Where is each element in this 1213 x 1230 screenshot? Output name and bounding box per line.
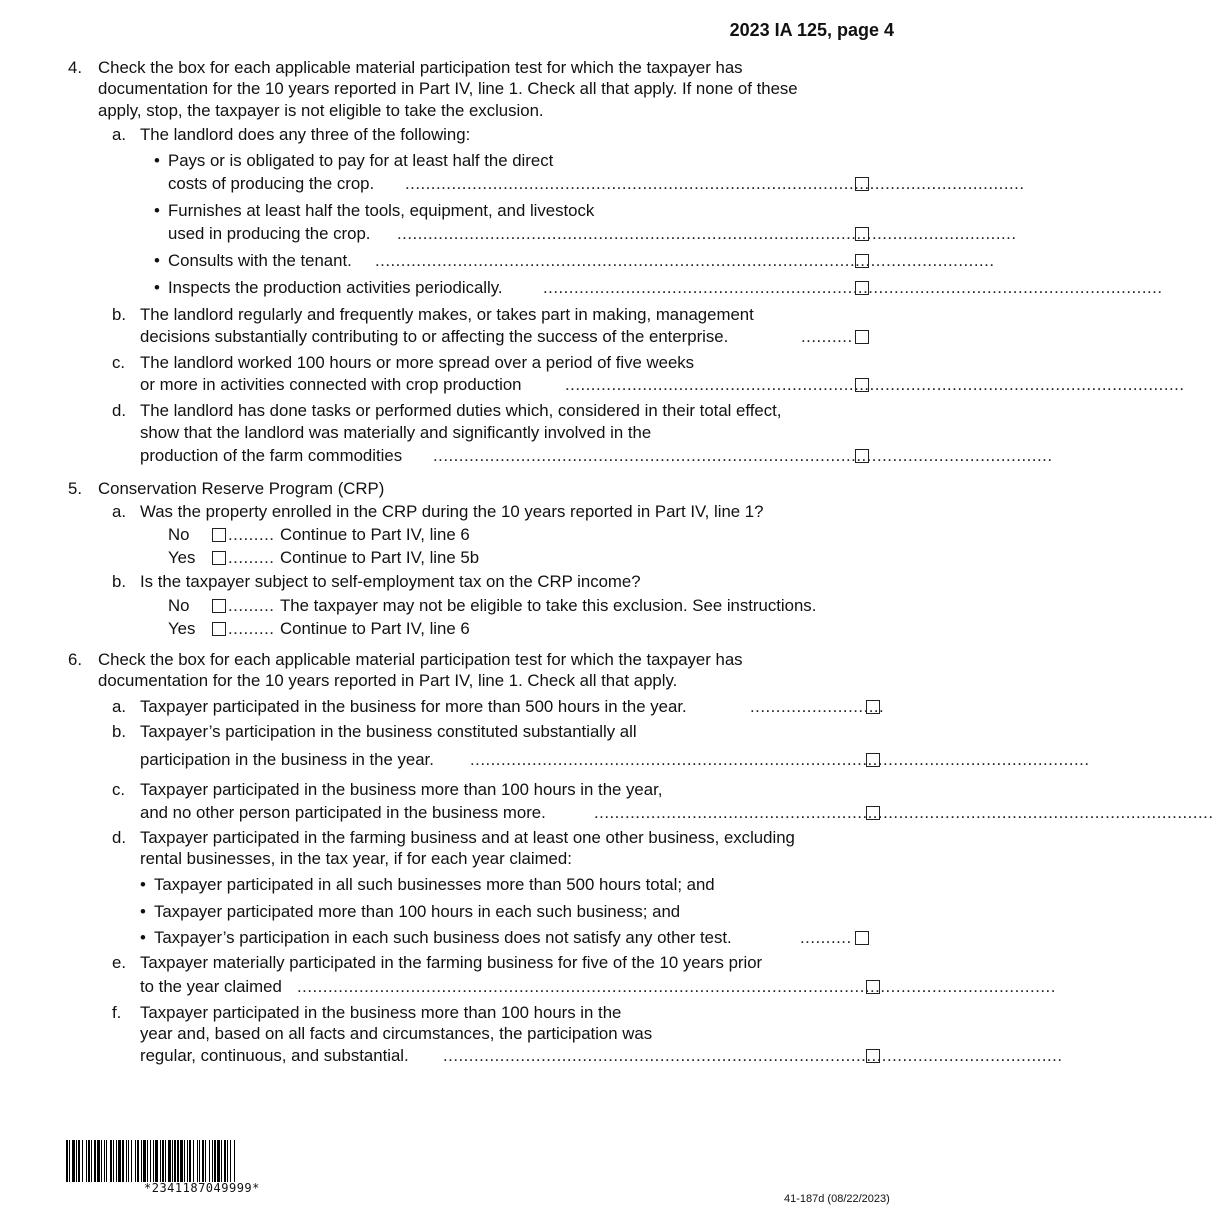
leader-dots: ......... — [228, 619, 275, 638]
q4a-bullet2-checkbox[interactable] — [855, 227, 869, 241]
q6b-checkbox[interactable] — [866, 753, 880, 767]
q4a-text: The landlord does any three of the following: — [140, 125, 471, 144]
q6e-line2: to the year claimed — [140, 977, 282, 996]
bullet-icon: • — [140, 928, 146, 947]
q4b-checkbox[interactable] — [855, 330, 869, 344]
q4a-bullet4-checkbox[interactable] — [855, 281, 869, 295]
q5a-text: Was the property enrolled in the CRP during the 10 years reported in Part IV, line 1? — [140, 502, 764, 521]
q5a-yes-checkbox[interactable] — [212, 551, 226, 565]
q4a-bullet1-line1: Pays or is obligated to pay for at least half the direct — [168, 151, 554, 170]
q4d-line2: show that the landlord was materially and significantly involved in the — [140, 423, 652, 442]
q4-text-line3: apply, stop, the taxpayer is not eligible to take the exclusion. — [98, 101, 544, 120]
q6c-line2: and no other person participated in the business more. — [140, 803, 546, 822]
q4a-bullet3: Consults with the tenant. — [168, 251, 352, 270]
leader-dots: ................................................................................................................................................... — [297, 977, 1056, 996]
leader-dots: ........................................................................................................................ — [543, 278, 1163, 297]
q6d-bullet1: Taxpayer participated in all such businesses more than 500 hours total; and — [154, 875, 715, 894]
q4c-checkbox[interactable] — [855, 378, 869, 392]
q4d-line3: production of the farm commodities — [140, 446, 403, 465]
bullet-icon: • — [154, 151, 160, 170]
q6b-label: b. — [112, 722, 126, 741]
leader-dots: ......... — [228, 548, 275, 567]
q6d-bullet2: Taxpayer participated more than 100 hours in each such business; and — [154, 902, 681, 921]
q5b-yes-action: Continue to Part IV, line 6 — [280, 619, 470, 638]
leader-dots: ........................................................................................................................ — [443, 1046, 1063, 1065]
form-code: 41-187d (08/22/2023) — [784, 1193, 890, 1205]
q6f-checkbox[interactable] — [866, 1049, 880, 1063]
q6f-label: f. — [112, 1003, 122, 1022]
q6b-line2: participation in the business in the year. — [140, 750, 434, 769]
q6c-line1: Taxpayer participated in the business more than 100 hours in the year, — [140, 780, 663, 799]
q5b-no-action: The taxpayer may not be eligible to take this exclusion. See instructions. — [280, 596, 817, 615]
q4b-line1: The landlord regularly and frequently makes, or takes part in making, management — [140, 305, 754, 324]
q6b-line1: Taxpayer’s participation in the business constituted substantially all — [140, 722, 637, 741]
leader-dots: .......... — [800, 928, 852, 947]
q4a-bullet2-line2: used in producing the crop. — [168, 224, 371, 243]
leader-dots: ........................................................................................................................ — [375, 251, 995, 270]
q6f-line1: Taxpayer participated in the business more than 100 hours in the — [140, 1003, 622, 1022]
q4d-label: d. — [112, 401, 126, 420]
q5a-yes-label: Yes — [168, 548, 196, 567]
q5-number: 5. — [68, 479, 82, 498]
q5b-yes-label: Yes — [168, 619, 196, 638]
leader-dots: ........................................................................................................................ — [405, 174, 1025, 193]
q5b-yes-checkbox[interactable] — [212, 622, 226, 636]
bullet-icon: • — [140, 875, 146, 894]
q4c-line1: The landlord worked 100 hours or more spread over a period of five weeks — [140, 353, 695, 372]
q5b-text: Is the taxpayer subject to self-employment tax on the CRP income? — [140, 572, 641, 591]
leader-dots: ......... — [228, 525, 275, 544]
q4-text-line1: Check the box for each applicable material participation test for which the taxpayer has — [98, 58, 743, 77]
q6d-line1: Taxpayer participated in the farming business and at least one other business, excluding — [140, 828, 795, 847]
q5b-no-checkbox[interactable] — [212, 599, 226, 613]
leader-dots: .......................... — [750, 697, 885, 716]
q6d-checkbox[interactable] — [855, 931, 869, 945]
leader-dots: ........................................................................................................................ — [565, 375, 1185, 394]
q6e-checkbox[interactable] — [866, 980, 880, 994]
q6-text-line1: Check the box for each applicable material participation test for which the taxpayer has — [98, 650, 743, 669]
bullet-icon: • — [154, 251, 160, 270]
q4-number: 4. — [68, 58, 82, 77]
q4b-line2: decisions substantially contributing to or affecting the success of the enterprise. — [140, 327, 729, 346]
q6e-label: e. — [112, 953, 126, 972]
q5-text: Conservation Reserve Program (CRP) — [98, 479, 385, 498]
leader-dots: ......... — [228, 596, 275, 615]
q6a-label: a. — [112, 697, 126, 716]
q4a-bullet1-checkbox[interactable] — [855, 177, 869, 191]
q6a-text: Taxpayer participated in the business for more than 500 hours in the year. — [140, 697, 687, 716]
leader-dots: ........................................................................................................................ — [594, 803, 1213, 822]
q6c-label: c. — [112, 780, 126, 799]
q6-text-line2: documentation for the 10 years reported in Part IV, line 1. Check all that apply. — [98, 671, 678, 690]
q6-number: 6. — [68, 650, 82, 669]
q5a-no-checkbox[interactable] — [212, 528, 226, 542]
q5b-label: b. — [112, 572, 126, 591]
leader-dots: ........................................................................................................................ — [433, 446, 1053, 465]
leader-dots: .......... — [801, 327, 853, 346]
bullet-icon: • — [154, 201, 160, 220]
q5b-no-label: No — [168, 596, 190, 615]
q6d-label: d. — [112, 828, 126, 847]
q5a-no-action: Continue to Part IV, line 6 — [280, 525, 470, 544]
q4a-label: a. — [112, 125, 126, 144]
q4d-line1: The landlord has done tasks or performed duties which, considered in their total effect, — [140, 401, 782, 420]
q5a-no-label: No — [168, 525, 190, 544]
q4b-label: b. — [112, 305, 126, 324]
bullet-icon: • — [154, 278, 160, 297]
q6f-line3: regular, continuous, and substantial. — [140, 1046, 409, 1065]
barcode-image — [66, 1140, 346, 1182]
q6d-bullet3: Taxpayer’s participation in each such business does not satisfy any other test. — [154, 928, 732, 947]
q4a-bullet4: Inspects the production activities periodically. — [168, 278, 503, 297]
q4c-line2: or more in activities connected with crop production — [140, 375, 522, 394]
q4-text-line2: documentation for the 10 years reported in Part IV, line 1. Check all that apply. If none of these — [98, 79, 798, 98]
q4a-bullet2-line1: Furnishes at least half the tools, equipment, and livestock — [168, 201, 595, 220]
q6a-checkbox[interactable] — [866, 700, 880, 714]
q6d-line2: rental businesses, in the tax year, if for each year claimed: — [140, 849, 572, 868]
q5a-label: a. — [112, 502, 126, 521]
q6e-line1: Taxpayer materially participated in the farming business for five of the 10 years prior — [140, 953, 763, 972]
bullet-icon: • — [140, 902, 146, 921]
leader-dots: ........................................................................................................................ — [397, 224, 1017, 243]
q4c-label: c. — [112, 353, 126, 372]
q4a-bullet1-line2: costs of producing the crop. — [168, 174, 375, 193]
leader-dots: ........................................................................................................................ — [470, 750, 1090, 769]
q6f-line2: year and, based on all facts and circumstances, the participation was — [140, 1024, 653, 1043]
q6c-checkbox[interactable] — [866, 806, 880, 820]
q5a-yes-action: Continue to Part IV, line 5b — [280, 548, 480, 567]
q4a-bullet3-checkbox[interactable] — [855, 254, 869, 268]
q4d-checkbox[interactable] — [855, 449, 869, 463]
barcode-text: *2341187049999* — [144, 1181, 260, 1195]
page-header: 2023 IA 125, page 4 — [729, 20, 894, 40]
